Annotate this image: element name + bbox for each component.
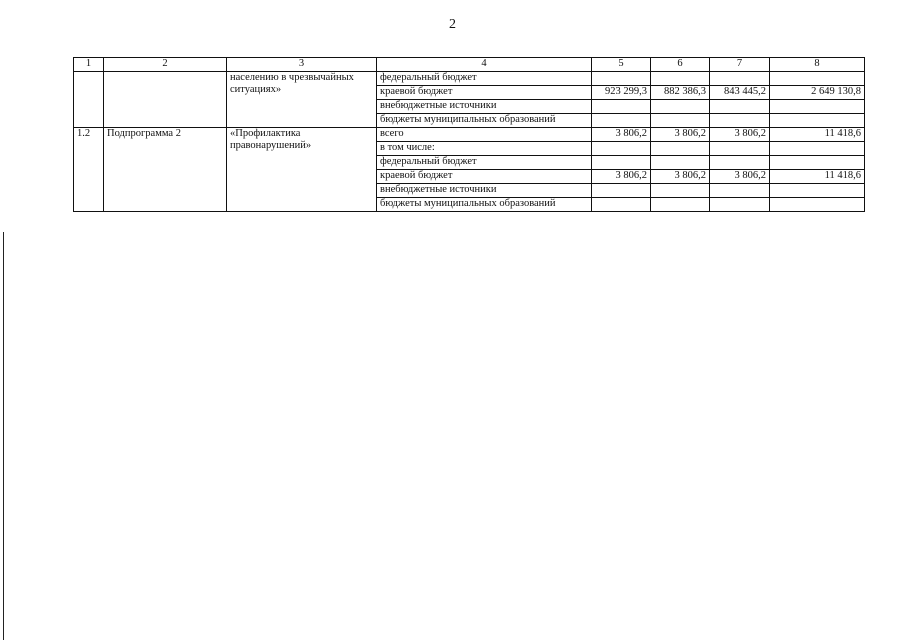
- value-cell: 882 386,3: [651, 86, 710, 100]
- column-header: 4: [377, 58, 592, 72]
- value-cell: [651, 100, 710, 114]
- value-cell: [592, 184, 651, 198]
- value-cell: 843 445,2: [710, 86, 770, 100]
- value-cell: 923 299,3: [592, 86, 651, 100]
- source-label: краевой бюджет: [377, 170, 592, 184]
- column-header: 6: [651, 58, 710, 72]
- source-label: внебюджетные источники: [377, 184, 592, 198]
- continuation-name-cell: [104, 72, 227, 128]
- value-cell: 3 806,2: [710, 128, 770, 142]
- value-cell: [710, 114, 770, 128]
- column-header: 8: [770, 58, 865, 72]
- value-cell: [770, 198, 865, 212]
- value-cell: [770, 100, 865, 114]
- value-cell: 3 806,2: [592, 128, 651, 142]
- value-cell: [770, 156, 865, 170]
- value-cell: [592, 142, 651, 156]
- value-cell: 11 418,6: [770, 128, 865, 142]
- budget-table: [73, 57, 865, 212]
- value-cell: [710, 72, 770, 86]
- column-header: 3: [227, 58, 377, 72]
- continuation-number-cell: [74, 72, 104, 128]
- source-label: федеральный бюджет: [377, 72, 592, 86]
- value-cell: 2 649 130,8: [770, 86, 865, 100]
- value-cell: [770, 114, 865, 128]
- value-cell: [592, 198, 651, 212]
- value-cell: [592, 72, 651, 86]
- value-cell: [710, 156, 770, 170]
- value-cell: [770, 142, 865, 156]
- value-cell: [651, 198, 710, 212]
- column-header: 7: [710, 58, 770, 72]
- column-header: 2: [104, 58, 227, 72]
- value-cell: [592, 156, 651, 170]
- value-cell: [770, 72, 865, 86]
- value-cell: 3 806,2: [592, 170, 651, 184]
- value-cell: [651, 142, 710, 156]
- source-label: федеральный бюджет: [377, 156, 592, 170]
- value-cell: 3 806,2: [710, 170, 770, 184]
- subprogram-number: 1.2: [74, 128, 104, 212]
- column-header: 5: [592, 58, 651, 72]
- table-row: [74, 128, 865, 142]
- value-cell: [651, 184, 710, 198]
- source-label: всего: [377, 128, 592, 142]
- subprogram-title: «Профилактика правонарушений»: [227, 128, 377, 212]
- value-cell: [710, 184, 770, 198]
- source-label: краевой бюджет: [377, 86, 592, 100]
- value-cell: [651, 156, 710, 170]
- page-number: 2: [449, 17, 456, 32]
- value-cell: [710, 198, 770, 212]
- subprogram-name: Подпрограмма 2: [104, 128, 227, 212]
- continuation-title-cell: населению в чрезвычайных ситуациях»: [227, 72, 377, 128]
- value-cell: [592, 100, 651, 114]
- value-cell: 11 418,6: [770, 170, 865, 184]
- value-cell: [710, 142, 770, 156]
- value-cell: [592, 114, 651, 128]
- value-cell: [651, 114, 710, 128]
- scan-edge-line: [3, 232, 4, 640]
- source-label: внебюджетные источники: [377, 100, 592, 114]
- value-cell: 3 806,2: [651, 128, 710, 142]
- column-header: 1: [74, 58, 104, 72]
- value-cell: 3 806,2: [651, 170, 710, 184]
- value-cell: [651, 72, 710, 86]
- table-row: [74, 72, 865, 86]
- value-cell: [770, 184, 865, 198]
- column-number-row: [74, 58, 865, 72]
- source-label: в том числе:: [377, 142, 592, 156]
- source-label: бюджеты муниципальных образований: [377, 114, 592, 128]
- value-cell: [710, 100, 770, 114]
- source-label: бюджеты муниципальных образований: [377, 198, 592, 212]
